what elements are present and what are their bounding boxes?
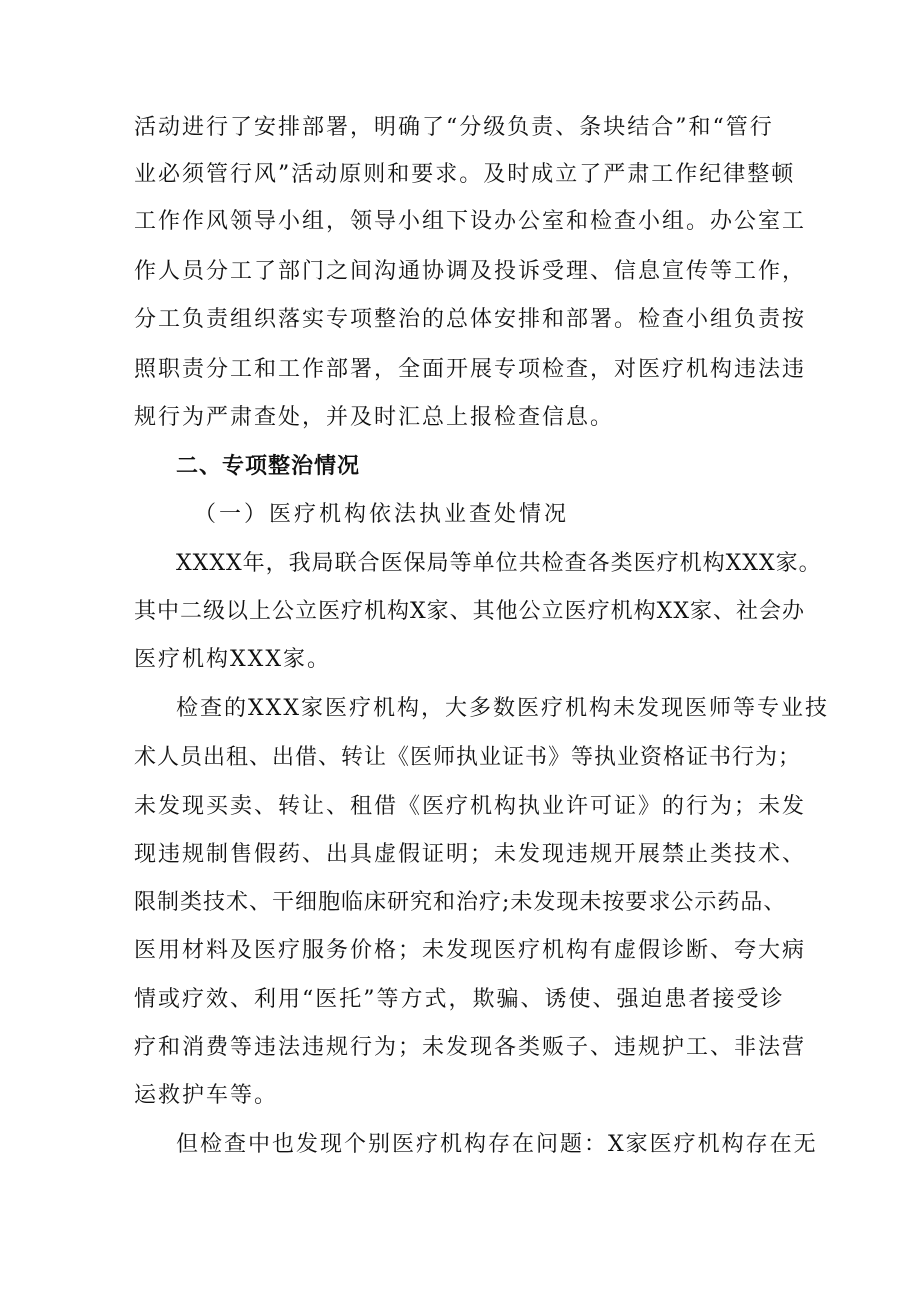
section-heading: 二、专项整治情况 [176,454,361,479]
paragraph-3-line-9: 运救护车等。 [134,1083,279,1108]
paragraph-2-line-3: 医疗机构XXX家。 [134,647,331,672]
paragraph-1-line-3: 工作作风领导小组，领导小组下设办公室和检查小组。办公室工 [134,209,807,234]
paragraph-1-line-4: 作人员分工了部门之间沟通协调及投诉受理、信息宣传等工作， [134,259,807,284]
paragraph-3-line-5: 限制类技术、干细胞临床研究和治疗;未发现未按要求公示药品、 [134,890,787,915]
paragraph-3-line-6: 医用材料及医疗服务价格；未发现医疗机构有虚假诊断、夸大病 [134,938,807,963]
subsection-heading: （一）医疗机构依法执业查处情况 [194,502,570,527]
paragraph-3-line-4: 现违规制售假药、出具虚假证明；未发现违规开展禁止类技术、 [134,842,807,867]
paragraph-3-line-3: 未发现买卖、转让、租借《医疗机构执业许可证》的行为；未发 [134,794,807,819]
paragraph-3-line-7: 情或疗效、利用“医托”等方式，欺骗、诱使、强迫患者接受诊 [134,987,785,1012]
paragraph-1-line-5: 分工负责组织落实专项整治的总体安排和部署。检查小组负责按 [134,307,807,332]
paragraph-3-line-1: 检查的XXX家医疗机构，大多数医疗机构未发现医师等专业技 [176,696,829,721]
paragraph-1-line-2: 业必须管行风”活动原则和要求。及时成立了严肃工作纪律整顿 [134,162,796,187]
paragraph-1-line-7: 规行为严肃查处，并及时汇总上报检查信息。 [134,405,615,430]
document-body [134,0,829,1301]
paragraph-2-line-1: XXXX年，我局联合医保局等单位共检查各类医疗机构XXX家。 [176,551,822,576]
paragraph-3-line-8: 疗和消费等违法违规行为；未发现各类贩子、违规护工、非法营 [134,1035,807,1060]
paragraph-1-line-6: 照职责分工和工作部署，全面开展专项检查，对医疗机构违法违 [134,357,807,382]
paragraph-3-line-2: 术人员出租、出借、转让《医师执业证书》等执业资格证书行为； [134,745,802,770]
paragraph-4-line-1: 但检查中也发现个别医疗机构存在问题：X家医疗机构存在无 [176,1132,818,1157]
paragraph-1-line-1: 活动进行了安排部署，明确了“分级负责、条块结合”和“管行 [134,115,774,140]
paragraph-2-line-2: 其中二级以上公立医疗机构X家、其他公立医疗机构XX家、社会办 [134,599,805,624]
